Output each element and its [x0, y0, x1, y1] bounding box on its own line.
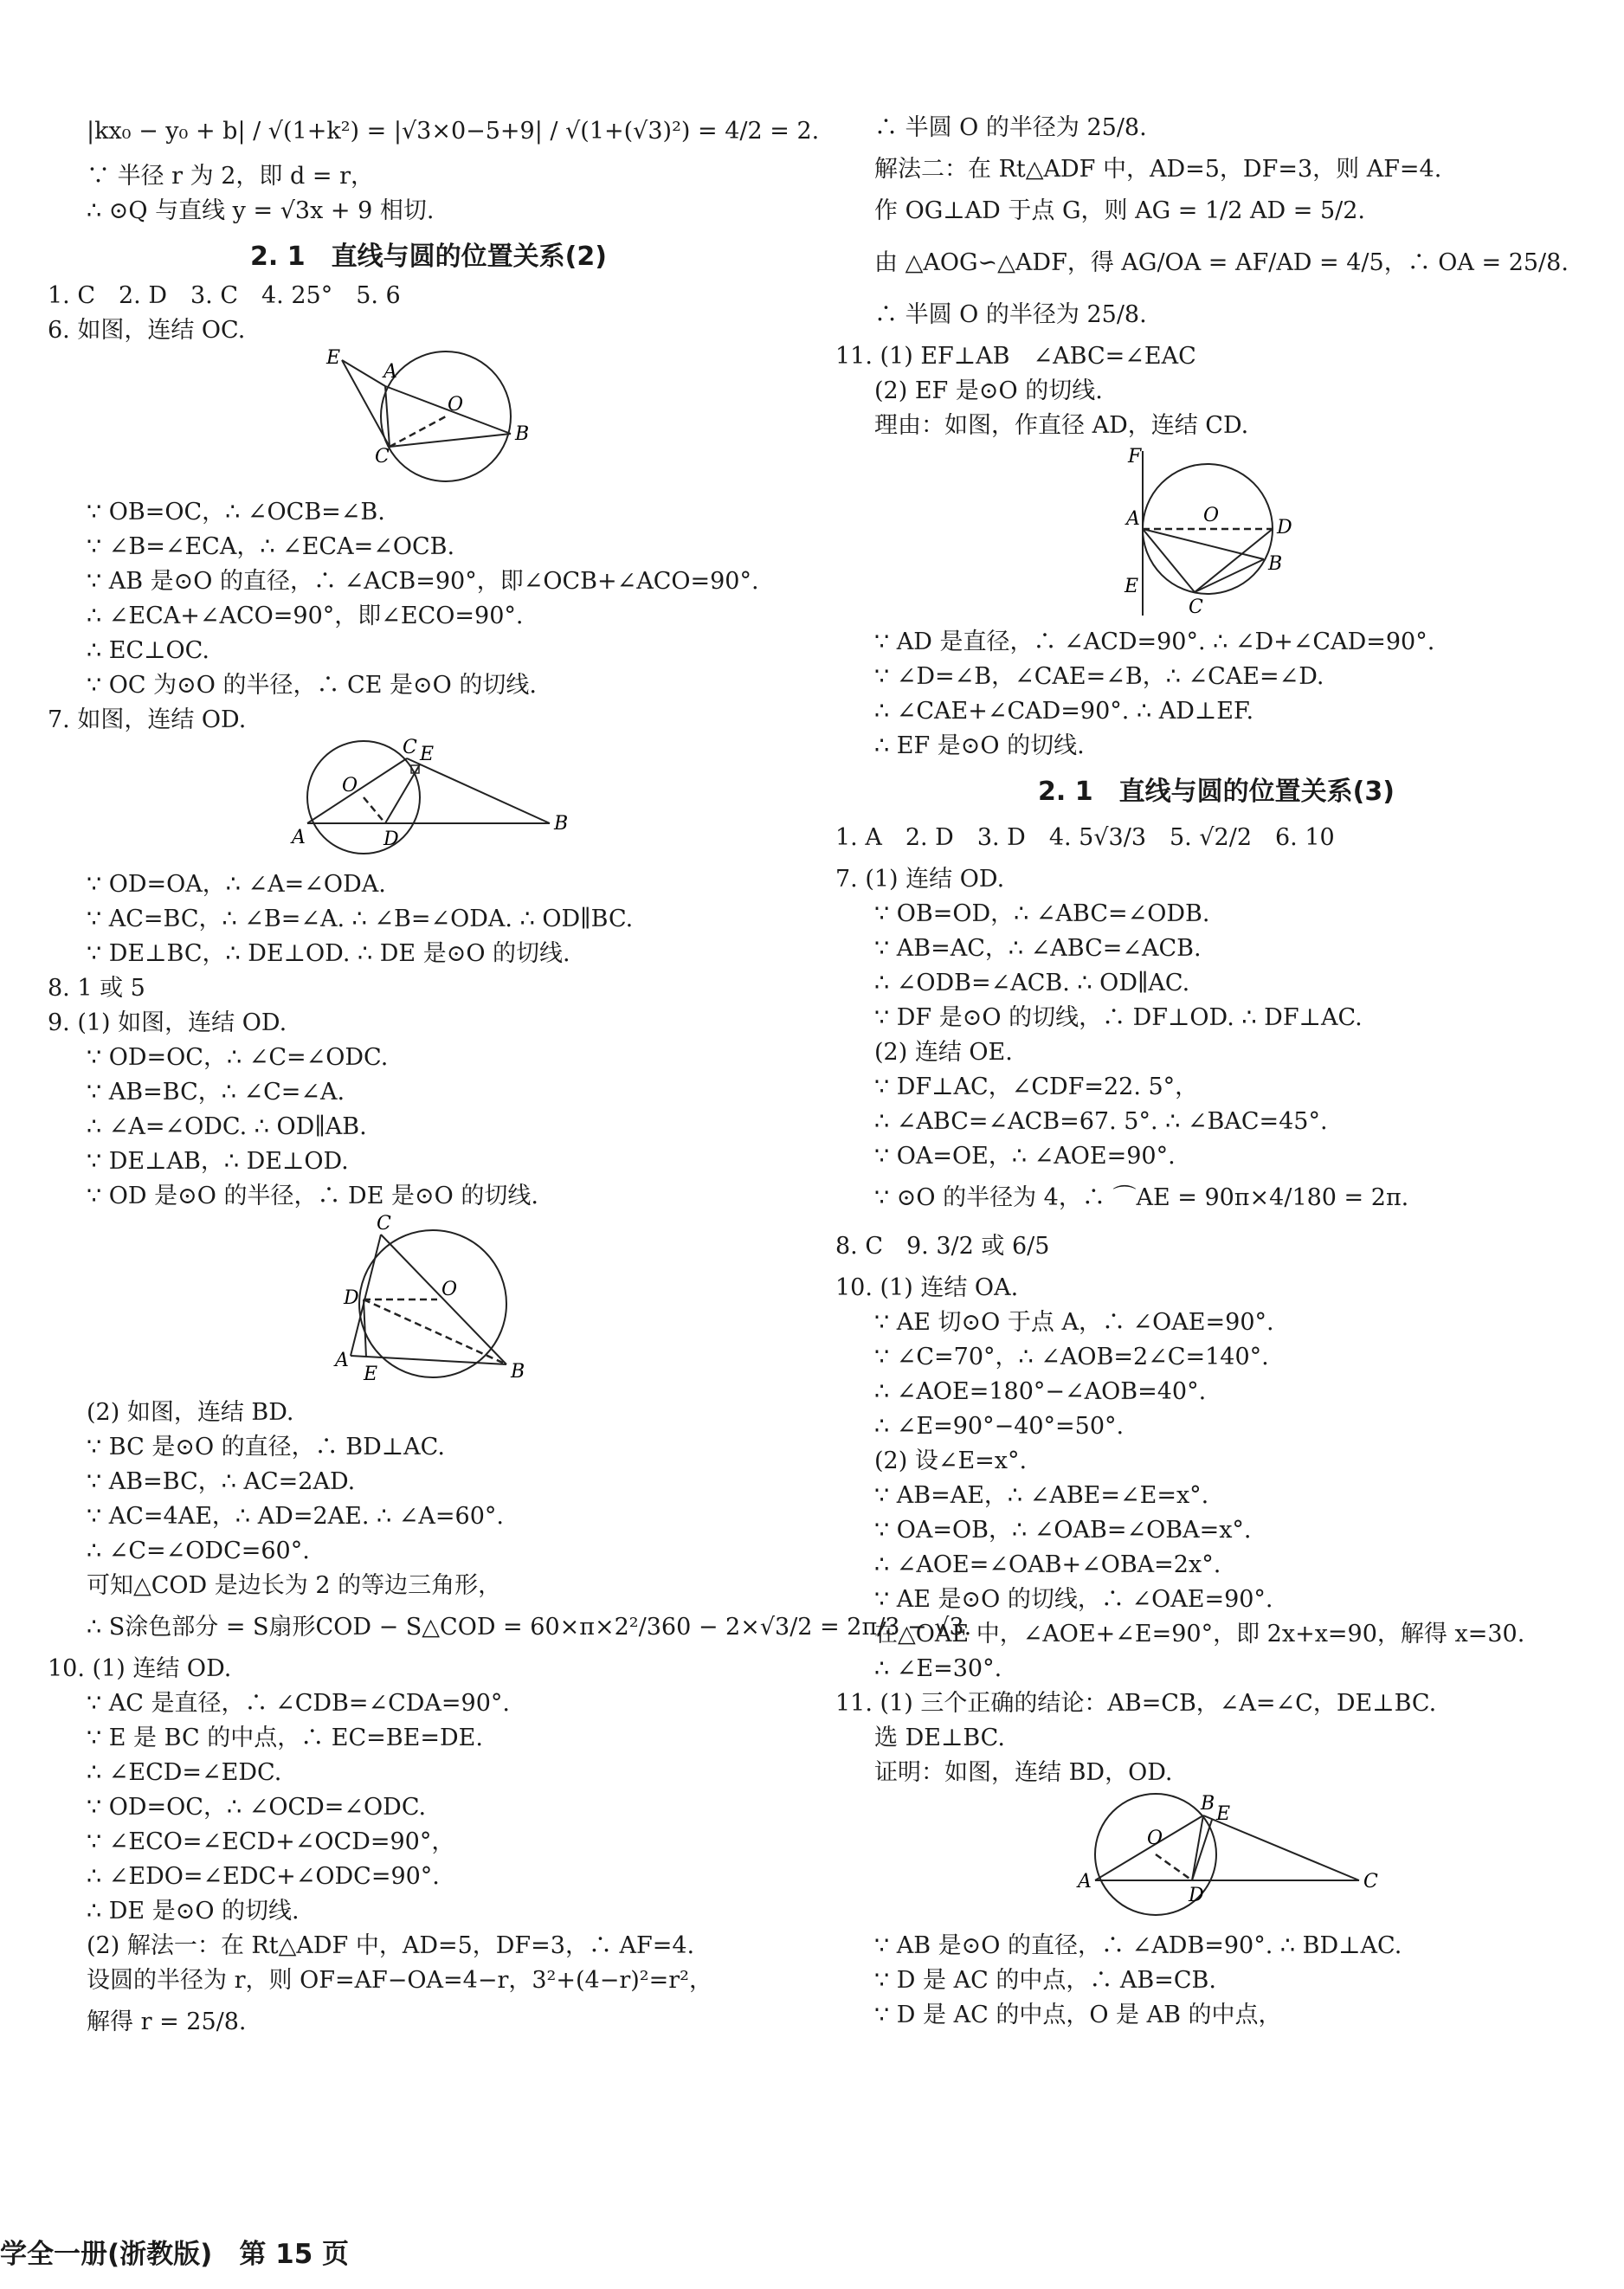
fig-label: B [515, 423, 530, 445]
fig-label: A [335, 1350, 349, 1371]
text-line: ∵ OA=OE，∴ ∠AOE=90°. [874, 1143, 1176, 1170]
fig-label: D [1189, 1885, 1204, 1906]
text-line: ∵ AB 是⊙O 的直径，∴ ∠ADB=90°. ∴ BD⊥AC. [874, 1932, 1402, 1959]
text-line: ∵ D 是 AC 的中点，O 是 AB 的中点， [874, 2002, 1282, 2028]
text-line: ∵ OC 为⊙O 的半径，∴ CE 是⊙O 的切线. [87, 672, 537, 699]
text-line: 1. C 2. D 3. C 4. 25° 5. 6 [48, 282, 401, 309]
text-line: 8. 1 或 5 [48, 975, 145, 1002]
text-line: 设圆的半径为 r，则 OF=AF−OA=4−r，3²+(4−r)²=r²， [87, 1967, 712, 1994]
text-line: 7. 如图，连结 OD. [48, 706, 247, 733]
fig-label: C [377, 1213, 391, 1235]
text-line: ∴ S涂色部分 = S扇形COD − S△COD = 60×π×2²/360 − 2×√3/2 = 2π/3 − √3. [87, 1614, 972, 1641]
text-line: 可知△COD 是边长为 2 的等边三角形， [87, 1572, 502, 1599]
text-line: ∵ AE 是⊙O 的切线，∴ ∠OAE=90°. [874, 1586, 1273, 1613]
section-title: 2. 1 直线与圆的位置关系(3) [1038, 777, 1395, 807]
text-line: 由 △AOG∽△ADF，得 AG/OA = AF/AD = 4/5，∴ OA = 25/8. [874, 249, 1569, 276]
text-line: ∵ AC 是直径，∴ ∠CDB=∠CDA=90°. [87, 1690, 510, 1717]
text-line: ∴ ∠A=∠ODC. ∴ OD∥AB. [87, 1113, 367, 1140]
text-line: ∴ ∠ODB=∠ACB. ∴ OD∥AC. [874, 970, 1190, 996]
text-line: ∴ ∠E=30°. [874, 1655, 1002, 1682]
text-line: ∵ DF⊥AC，∠CDF=22. 5°， [874, 1074, 1199, 1100]
fig-label: A [383, 361, 397, 383]
text-line: (2) EF 是⊙O 的切线. [874, 377, 1103, 404]
text-line: (2) 连结 OE. [874, 1039, 1013, 1066]
fig-label: C [375, 446, 390, 467]
right-column [835, 104, 1597, 2033]
text-line: ∴ EC⊥OC. [87, 637, 209, 664]
text-line: 证明：如图，连结 BD，OD. [874, 1759, 1173, 1786]
text-line: ∵ DE⊥BC，∴ DE⊥OD. ∴ DE 是⊙O 的切线. [87, 940, 570, 967]
text-line: ∵ OD=OC，∴ ∠C=∠ODC. [87, 1044, 389, 1071]
text-line: 解得 r = 25/8. [87, 2009, 247, 2035]
text-line: ∵ OB=OD，∴ ∠ABC=∠ODB. [874, 900, 1210, 927]
fig-label: B [511, 1361, 525, 1383]
text-line: 10. (1) 连结 OA. [835, 1274, 1019, 1301]
text-line: ∵ ∠D=∠B，∠CAE=∠B，∴ ∠CAE=∠D. [874, 663, 1324, 690]
text-line: ∵ DE⊥AB，∴ DE⊥OD. [87, 1148, 349, 1175]
fig-label: B [1201, 1793, 1215, 1815]
fig-label: O [1203, 505, 1220, 526]
fig-label: D [383, 829, 399, 850]
text-line: ∴ ⊙Q 与直线 y = √3x + 9 相切. [87, 197, 435, 224]
text-line: 1. A 2. D 3. D 4. 5√3/3 5. √2/2 6. 10 [835, 824, 1335, 851]
text-line: 选 DE⊥BC. [874, 1725, 1005, 1751]
text-line: ∵ ∠C=70°，∴ ∠AOB=2∠C=140°. [874, 1344, 1269, 1370]
figure-6 [316, 347, 541, 490]
text-line: 在△OAE 中，∠AOE+∠E=90°，即 2x+x=90，解得 x=30. [874, 1621, 1525, 1647]
text-line: ∴ ∠ECA+∠ACO=90°，即∠ECO=90°. [87, 603, 524, 629]
text-line: 10. (1) 连结 OD. [48, 1655, 232, 1682]
text-line: 解法二：在 Rt△ADF 中，AD=5，DF=3，则 AF=4. [874, 156, 1442, 183]
text-line: 6. 如图，连结 OC. [48, 317, 246, 344]
fig-label: A [1078, 1871, 1092, 1892]
fig-label: C [1189, 596, 1203, 618]
fig-label: B [554, 813, 569, 835]
text-line: ∵ AD 是直径，∴ ∠ACD=90°. ∴ ∠D+∠CAD=90°. [874, 629, 1435, 655]
text-line: ∴ ∠EDO=∠EDC+∠ODC=90°. [87, 1863, 440, 1890]
fig-label: E [420, 744, 435, 765]
fig-label: B [1268, 553, 1283, 575]
text-line: 9. (1) 如图，连结 OD. [48, 1009, 287, 1036]
fig-label: C [403, 737, 417, 758]
fig-label: A [292, 827, 306, 848]
fig-label: O [1147, 1828, 1163, 1849]
fig-label: A [1126, 508, 1140, 530]
figure-9 [316, 1213, 541, 1390]
text-line: ∵ OD=OA，∴ ∠A=∠ODA. [87, 871, 386, 898]
text-line: ∴ 半圆 O 的半径为 25/8. [874, 114, 1147, 141]
text-line: ∵ AB=AE，∴ ∠ABE=∠E=x°. [874, 1482, 1209, 1509]
text-line: ∴ ∠AOE=180°−∠AOB=40°. [874, 1378, 1207, 1405]
figure-11b [1060, 1793, 1378, 1924]
text-line: (2) 解法一：在 Rt△ADF 中，AD=5，DF=3，∴ AF=4. [87, 1932, 695, 1959]
text-line: ∵ OA=OB，∴ ∠OAB=∠OBA=x°. [874, 1517, 1252, 1544]
fig-label: O [342, 775, 358, 796]
text-line: ∴ ∠CAE+∠CAD=90°. ∴ AD⊥EF. [874, 698, 1254, 725]
text-line: 11. (1) 三个正确的结论：AB=CB，∠A=∠C，DE⊥BC. [835, 1690, 1437, 1717]
text-line: ∴ ∠ABC=∠ACB=67. 5°. ∴ ∠BAC=45°. [874, 1108, 1328, 1135]
text-line: ∴ ∠ECD=∠EDC. [87, 1759, 282, 1786]
figure-7 [281, 737, 576, 862]
text-line: ∵ AC=4AE，∴ AD=2AE. ∴ ∠A=60°. [87, 1503, 504, 1530]
text-line: ∵ AB=BC，∴ ∠C=∠A. [87, 1079, 345, 1106]
text-line: ∴ DE 是⊙O 的切线. [87, 1898, 300, 1925]
text-line: ∵ ⊙O 的半径为 4，∴ ⌒AE = 90π×4/180 = 2π. [874, 1184, 1409, 1211]
text-line: ∴ EF 是⊙O 的切线. [874, 732, 1085, 759]
fig-label: O [448, 394, 464, 416]
fig-label: E [364, 1364, 378, 1385]
fig-label: F [1128, 446, 1142, 467]
fig-label: C [1363, 1871, 1378, 1892]
text-line: 7. (1) 连结 OD. [835, 866, 1005, 893]
text-line: ∴ ∠C=∠ODC=60°. [87, 1538, 310, 1564]
page-footer: 学全一册(浙教版) 第 15 页 [0, 2239, 350, 2270]
text-line: ∵ E 是 BC 的中点，∴ EC=BE=DE. [87, 1725, 483, 1751]
text-line: 作 OG⊥AD 于点 G，则 AG = 1/2 AD = 5/2. [874, 197, 1365, 224]
text-line: ∵ OD=OC，∴ ∠OCD=∠ODC. [87, 1794, 427, 1821]
text-line: ∵ D 是 AC 的中点，∴ AB=CB. [874, 1967, 1216, 1994]
fig-label: E [1216, 1803, 1231, 1825]
text-line: ∵ BC 是⊙O 的直径，∴ BD⊥AC. [87, 1434, 445, 1460]
text-line: ∵ AC=BC，∴ ∠B=∠A. ∴ ∠B=∠ODA. ∴ OD∥BC. [87, 906, 634, 932]
fig-label: E [326, 347, 341, 369]
text-line: ∵ ∠ECO=∠ECD+∠OCD=90°， [87, 1828, 455, 1855]
fig-label: E [1125, 576, 1139, 597]
text-line: ∵ AB=BC，∴ AC=2AD. [87, 1468, 356, 1495]
text-line: 8. C 9. 3/2 或 6/5 [835, 1233, 1050, 1260]
figure-11a [1112, 447, 1320, 620]
text-line: ∴ ∠AOE=∠OAB+∠OBA=2x°. [874, 1551, 1221, 1578]
text-line: ∴ ∠E=90°−40°=50°. [874, 1413, 1125, 1440]
text-line: ∵ 半径 r 为 2，即 d = r， [87, 163, 374, 190]
fig-label: O [441, 1279, 458, 1300]
fig-label: D [344, 1287, 359, 1309]
text-line: ∵ OB=OC，∴ ∠OCB=∠B. [87, 499, 385, 526]
text-line: ∵ AE 切⊙O 于点 A，∴ ∠OAE=90°. [874, 1309, 1274, 1336]
text-line: 11. (1) EF⊥AB ∠ABC=∠EAC [835, 343, 1196, 370]
text-line: |kx₀ − y₀ + b| / √(1+k²) = |√3×0−5+9| / √(1+(√3)²) = 4/2 = 2. [87, 118, 820, 145]
text-line: ∴ 半圆 O 的半径为 25/8. [874, 301, 1147, 328]
text-line: ∵ ∠B=∠ECA，∴ ∠ECA=∠OCB. [87, 533, 455, 560]
section-title: 2. 1 直线与圆的位置关系(2) [250, 242, 607, 272]
text-line: ∵ AB 是⊙O 的直径，∴ ∠ACB=90°，即∠OCB+∠ACO=90°. [87, 568, 759, 595]
text-line: (2) 如图，连结 BD. [87, 1399, 294, 1426]
text-line: ∵ AB=AC，∴ ∠ABC=∠ACB. [874, 935, 1202, 962]
text-line: 理由：如图，作直径 AD，连结 CD. [874, 412, 1249, 439]
text-line: ∵ OD 是⊙O 的半径，∴ DE 是⊙O 的切线. [87, 1183, 538, 1209]
text-line: ∵ DF 是⊙O 的切线，∴ DF⊥OD. ∴ DF⊥AC. [874, 1004, 1363, 1031]
fig-label: D [1277, 517, 1292, 538]
text-line: (2) 设∠E=x°. [874, 1448, 1028, 1474]
